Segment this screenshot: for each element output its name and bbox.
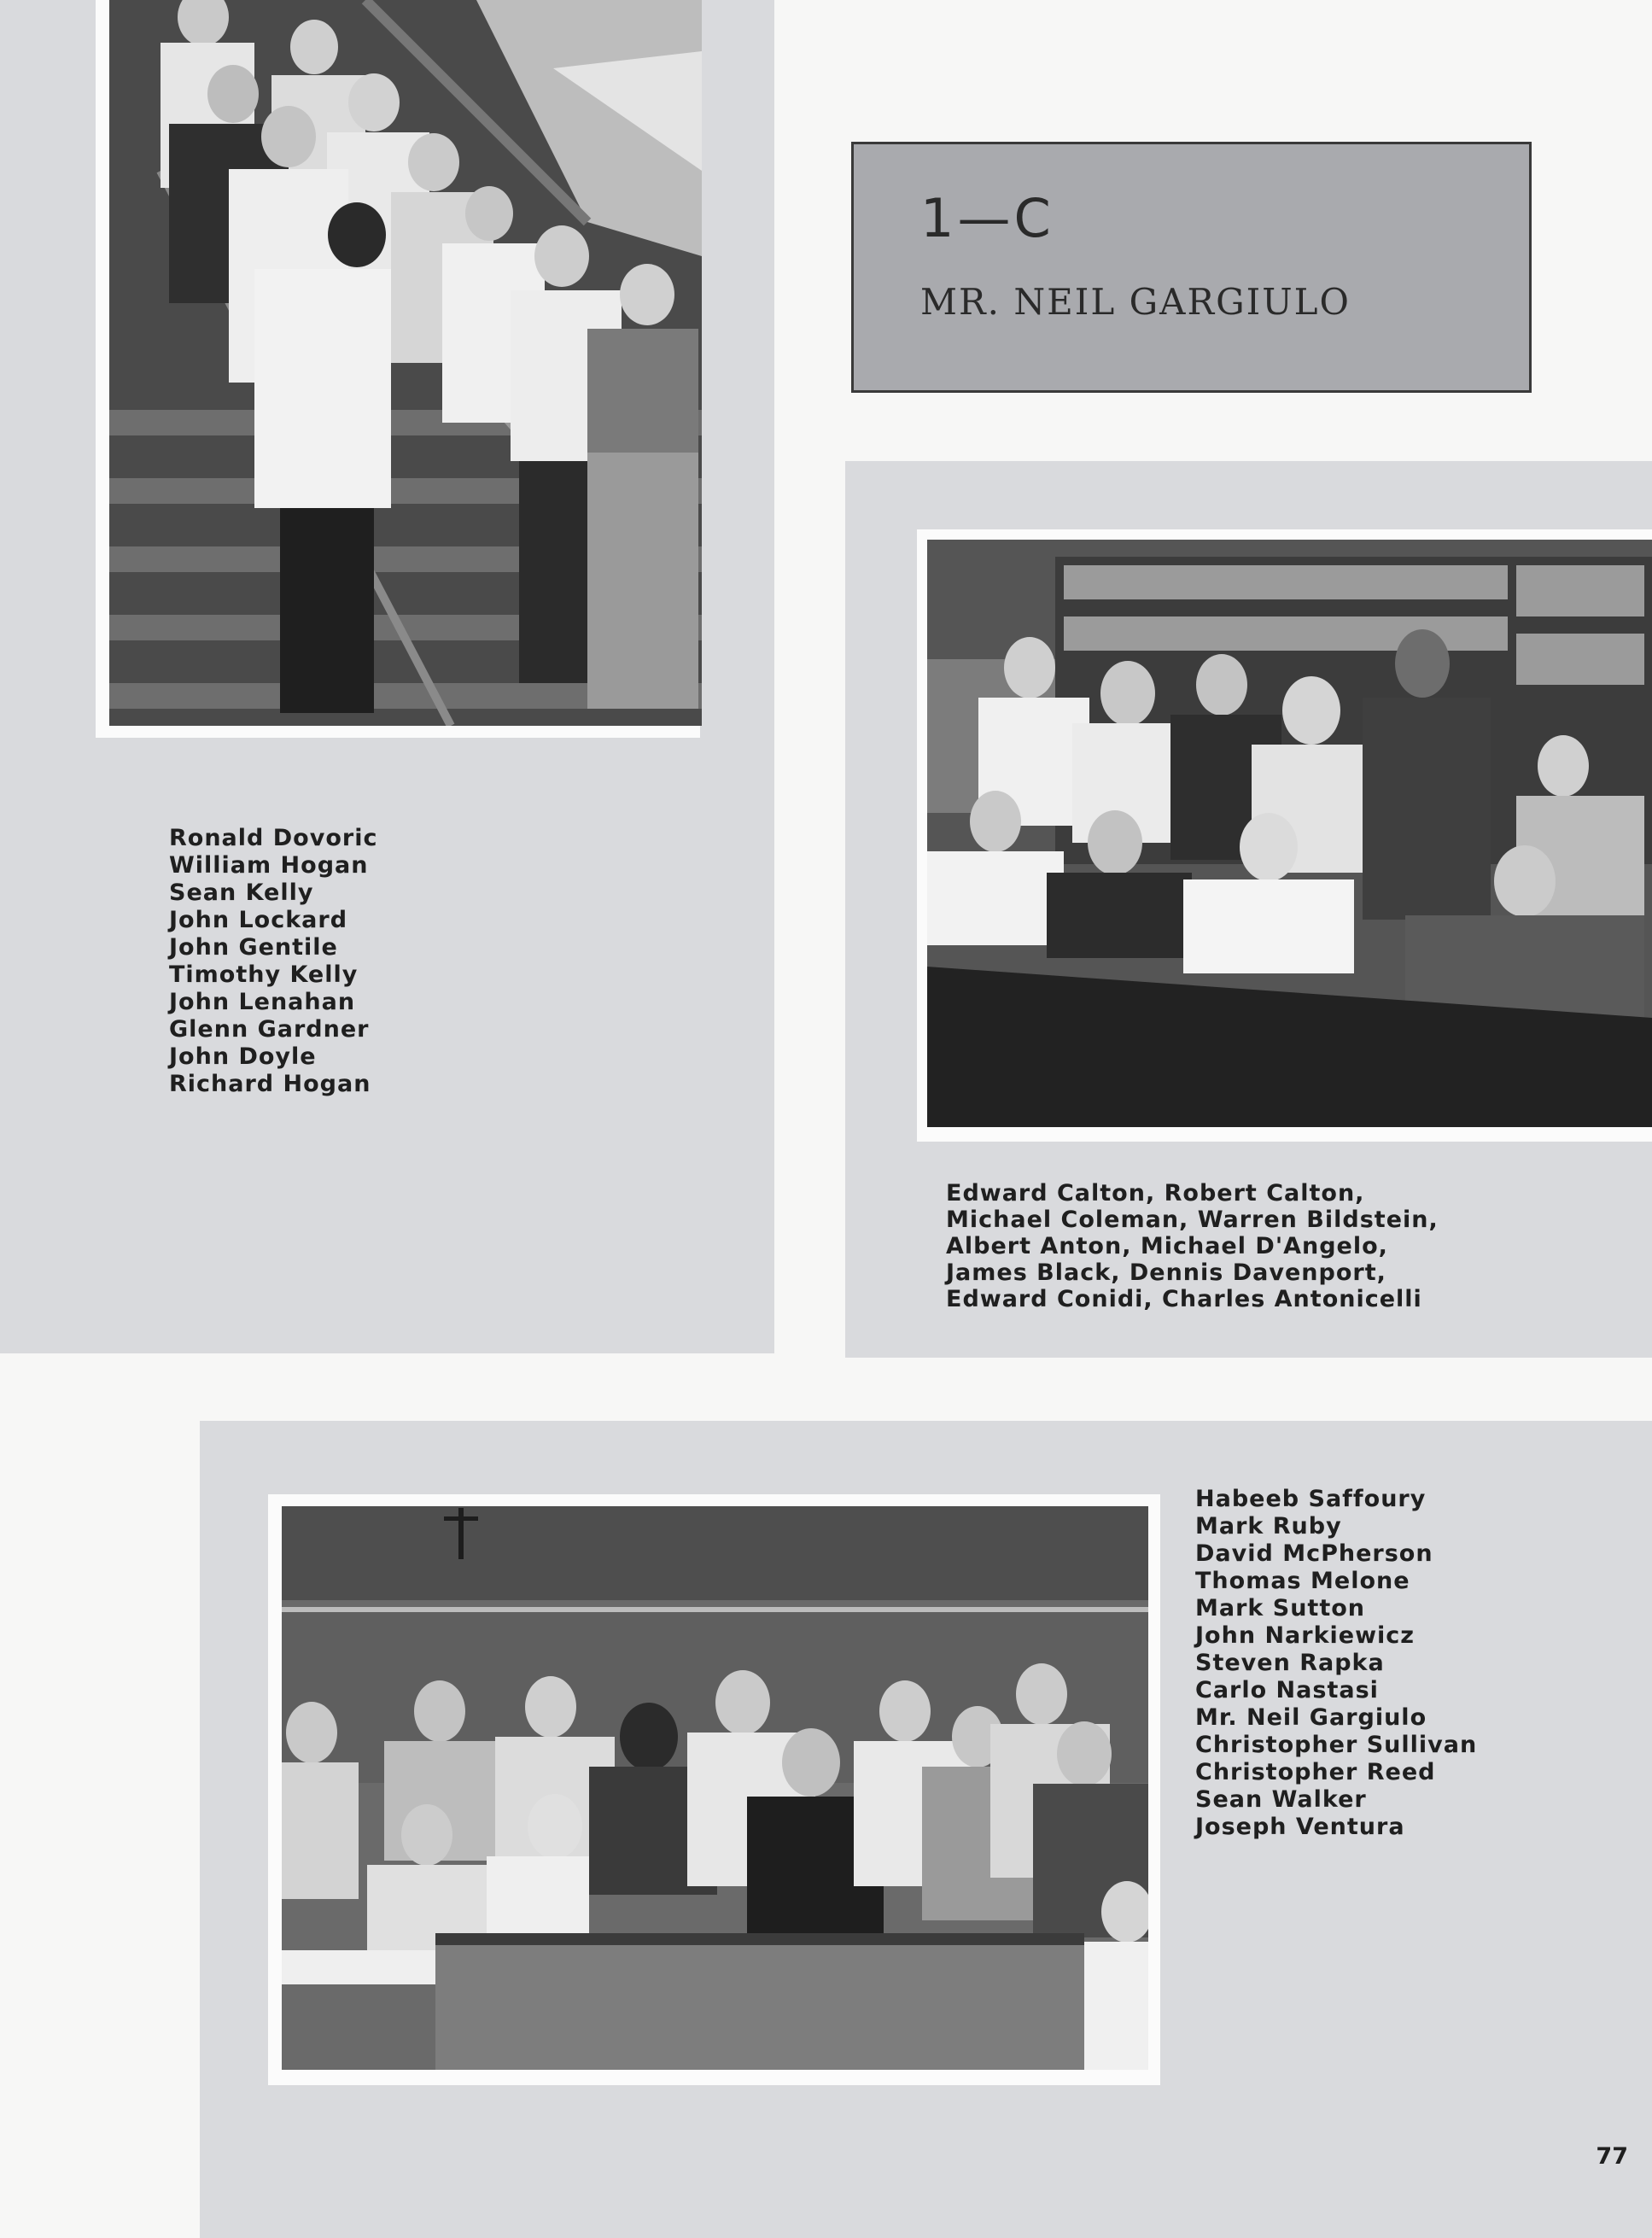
- photo-2-caption: [946, 1180, 1439, 1312]
- list-item: Thomas Melone: [1195, 1568, 1410, 1594]
- caption-line: Edward Conidi, Charles Antonicelli: [946, 1286, 1422, 1312]
- caption-line: Albert Anton, Michael D'Angelo,: [946, 1233, 1388, 1259]
- photo-1-name-list: [169, 825, 377, 1098]
- list-item: Mark Sutton: [1195, 1595, 1366, 1622]
- class-title-box: [851, 142, 1532, 393]
- list-item: Mr. Neil Gargiulo: [1195, 1704, 1427, 1731]
- list-item: John Doyle: [169, 1043, 317, 1070]
- page-number: 77: [1596, 2143, 1628, 2170]
- list-item: Timothy Kelly: [169, 961, 359, 988]
- list-item: Sean Walker: [1195, 1786, 1367, 1813]
- list-item: Christopher Sullivan: [1195, 1732, 1478, 1758]
- caption-line: Michael Coleman, Warren Bildstein,: [946, 1207, 1439, 1233]
- list-item: William Hogan: [169, 852, 369, 879]
- list-item: Habeeb Saffoury: [1195, 1486, 1427, 1512]
- list-item: John Gentile: [169, 934, 338, 961]
- list-item: Mark Ruby: [1195, 1513, 1342, 1540]
- caption-line: James Black, Dennis Davenport,: [946, 1259, 1386, 1286]
- class-photo-classroom: [282, 1506, 1148, 2070]
- list-item: Joseph Ventura: [1195, 1814, 1405, 1840]
- list-item: Steven Rapka: [1195, 1650, 1385, 1676]
- list-item: John Lenahan: [169, 989, 356, 1015]
- photo-3-name-list: [1195, 1486, 1477, 1841]
- list-item: Glenn Gardner: [169, 1016, 370, 1043]
- caption-line: Edward Calton, Robert Calton,: [946, 1180, 1365, 1207]
- list-item: Carlo Nastasi: [1195, 1677, 1379, 1703]
- list-item: Richard Hogan: [169, 1071, 371, 1097]
- class-photo-staircase: [109, 0, 702, 726]
- class-photo-library: [927, 540, 1652, 1127]
- list-item: David McPherson: [1195, 1540, 1433, 1567]
- list-item: Ronald Dovoric: [169, 825, 378, 851]
- list-item: John Narkiewicz: [1195, 1622, 1416, 1649]
- list-item: Christopher Reed: [1195, 1759, 1436, 1785]
- list-item: John Lockard: [169, 907, 348, 933]
- teacher-name: MR. NEIL GARGIULO: [920, 281, 1351, 323]
- list-item: Sean Kelly: [169, 879, 314, 906]
- class-code: 1—C: [920, 187, 1054, 249]
